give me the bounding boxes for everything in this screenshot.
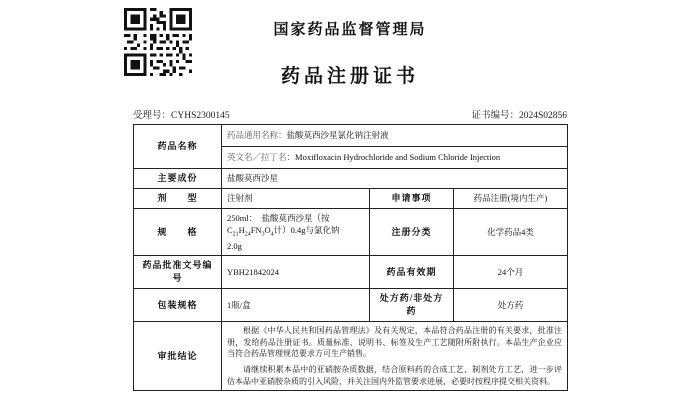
dosage-form-value: 注射剂	[222, 189, 370, 209]
main-ingredient-value: 盐酸莫西沙星	[222, 169, 568, 189]
certificate-number-value: 2024S02856	[518, 111, 567, 121]
table-row	[134, 125, 568, 147]
conclusion-paragraph-2: 请继续积累本品中的亚硝胺杂质数据，结合原料药的合成工艺、制剂处方工艺，进一步评估本品中亚硝胺杂质的引入风险，并关注国内外监管要求进展，必要时按程序提交相关资料。	[227, 365, 563, 386]
table-row	[134, 322, 568, 391]
application-item-label: 申请事项	[370, 189, 454, 209]
validity-label: 药品有效期	[370, 256, 454, 289]
table-row	[134, 289, 568, 322]
dosage-form-label: 剂 型	[134, 189, 222, 209]
table-row	[134, 209, 568, 256]
validity-value: 24个月	[454, 256, 568, 289]
generic-name-label: 药品通用名称：	[227, 130, 287, 141]
english-name-value: Moxifloxacin Hydrochloride and Sodium Chloride Injection	[295, 152, 501, 163]
table-row	[134, 189, 568, 209]
generic-name-value: 盐酸莫西沙星氯化钠注射液	[286, 130, 389, 141]
certificate-number-label: 证书编号：	[471, 111, 519, 121]
page-title: 药品注册证书	[280, 66, 419, 87]
generic-name-cell	[222, 125, 568, 147]
application-item-value: 药品注册(境内生产)	[454, 189, 568, 209]
acceptance-number-value: CYHS2300145	[171, 111, 230, 121]
spec-value	[222, 209, 370, 256]
package-value: 1瓶/盒	[222, 289, 370, 322]
english-name-label: 英文名／拉丁名：	[227, 152, 296, 163]
rx-value: 处方药	[454, 289, 568, 322]
conclusion-text	[222, 322, 568, 391]
meta-row	[133, 107, 567, 121]
certificate-table	[133, 124, 568, 391]
spec-line-2: $C_{21}H_{24}FN_3O_4$计）0.4g与氯化钠	[227, 225, 340, 239]
conclusion-paragraph-1: 根据《中华人民共和国药品管理法》及有关规定，本品符合药品注册的有关要求，批准注册，发给药品注册证书。质量标准、说明书、标签及生产工艺随附所附执行。本品生产企业应当符合药品管理规范要求方可生产销售。	[227, 326, 563, 359]
spec-line-1: 250ml： 盐酸莫西沙星（按	[227, 213, 330, 224]
certificate-number	[471, 107, 567, 121]
acceptance-number	[133, 107, 230, 121]
english-name-cell	[222, 147, 568, 169]
approval-number-label: 药品批准文号编号	[134, 256, 222, 289]
table-row	[134, 169, 568, 189]
document-header	[0, 18, 700, 88]
registration-class-label: 注册分类	[370, 209, 454, 256]
package-label: 包装规格	[134, 289, 222, 322]
approval-number-value: YBH21842024	[222, 256, 370, 289]
rx-label: 处方药/非处方药	[370, 289, 454, 322]
spec-label: 规 格	[134, 209, 222, 256]
issuing-authority: 国家药品监督管理局	[273, 22, 427, 38]
acceptance-number-label: 受理号：	[133, 111, 172, 121]
spec-line-3: 2.0g	[227, 240, 242, 251]
table-row	[134, 256, 568, 289]
registration-class-value: 化学药品4类	[454, 209, 568, 256]
main-ingredient-label: 主要成份	[134, 169, 222, 189]
drug-name-label: 药品名称	[134, 125, 222, 169]
conclusion-label: 审批结论	[134, 322, 222, 391]
